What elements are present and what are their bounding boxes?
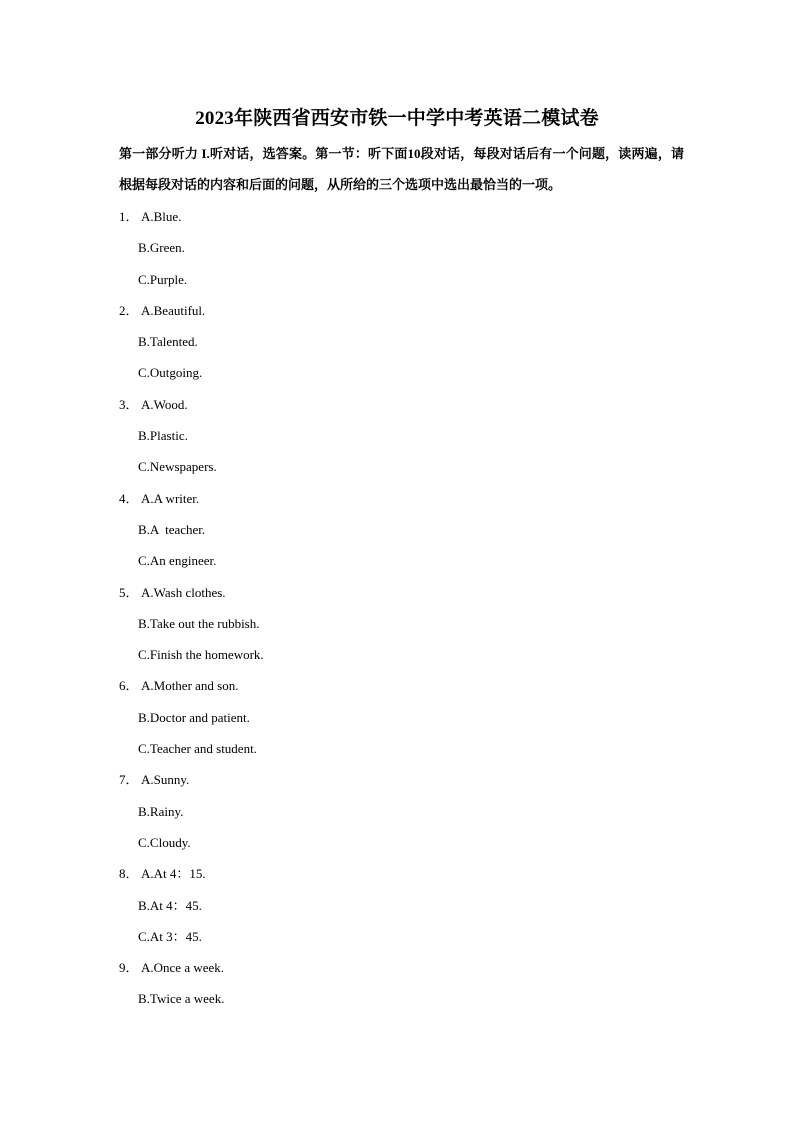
answer-option bbox=[119, 702, 679, 733]
question-number: 7． bbox=[119, 772, 139, 788]
question-number: 2． bbox=[119, 302, 139, 318]
question-number: 8． bbox=[119, 866, 139, 882]
option-text: B.A teacher. bbox=[138, 521, 206, 537]
option-text: A.Mother and son. bbox=[141, 678, 239, 694]
option-text: A.Wash clothes. bbox=[141, 584, 226, 600]
option-text: B.Doctor and patient. bbox=[138, 709, 250, 725]
question-item bbox=[119, 201, 679, 232]
question-item bbox=[119, 389, 679, 420]
option-text: A.Blue. bbox=[141, 209, 182, 224]
answer-option bbox=[119, 545, 679, 576]
answer-option bbox=[119, 608, 679, 639]
question-item bbox=[119, 670, 679, 701]
answer-option bbox=[119, 326, 679, 357]
option-text: A.A writer. bbox=[141, 490, 200, 506]
question-item bbox=[119, 858, 679, 889]
option-text: A.At 4：15. bbox=[141, 866, 206, 882]
answer-option bbox=[119, 420, 679, 451]
answer-option bbox=[119, 921, 679, 952]
option-text: C.At 3：45. bbox=[138, 928, 202, 944]
answer-option bbox=[119, 827, 679, 858]
option-text: C.Newspapers. bbox=[138, 459, 217, 475]
option-text: B.Rainy. bbox=[138, 803, 184, 819]
answer-option bbox=[119, 451, 679, 482]
option-text: C.Outgoing. bbox=[138, 365, 203, 381]
listening-instructions: 第一部分听力 I.听对话，选答案。第一节：听下面10段对话，每段对话后有一个问题，读两遍，请根据每段对话的内容和后面的问题，从所给的三个选项中选出最恰当的一项。 bbox=[119, 146, 684, 192]
question-item bbox=[119, 483, 679, 514]
answer-option bbox=[119, 264, 679, 295]
page-title: 2023年陕西省西安市铁一中学中考英语二模试卷 bbox=[195, 108, 599, 129]
answer-option bbox=[119, 639, 679, 670]
question-item bbox=[119, 295, 679, 326]
option-text: B.Take out the rubbish. bbox=[138, 615, 260, 631]
option-text: B.Twice a week. bbox=[138, 991, 225, 1007]
option-text: C.An engineer. bbox=[138, 553, 217, 569]
answer-option bbox=[119, 983, 679, 1014]
option-text: B.Green. bbox=[138, 240, 185, 256]
question-item bbox=[119, 577, 679, 608]
answer-option bbox=[119, 733, 679, 764]
option-text: A.Once a week. bbox=[141, 960, 225, 976]
answer-option bbox=[119, 890, 679, 921]
option-text: B.At 4：45. bbox=[138, 897, 202, 913]
option-text: C.Cloudy. bbox=[138, 834, 191, 850]
answer-option bbox=[119, 796, 679, 827]
question-item bbox=[119, 952, 679, 983]
option-text: A.Wood. bbox=[141, 396, 188, 412]
option-text: B.Talented. bbox=[138, 334, 198, 350]
answer-option bbox=[119, 357, 679, 388]
question-number: 9． bbox=[119, 960, 139, 976]
question-number: 1． bbox=[119, 209, 139, 224]
answer-option bbox=[119, 232, 679, 263]
option-text: A.Sunny. bbox=[141, 772, 190, 788]
option-text: C.Teacher and student. bbox=[138, 741, 257, 757]
option-text: A.Beautiful. bbox=[141, 302, 206, 318]
question-item bbox=[119, 764, 679, 795]
answer-option bbox=[119, 514, 679, 545]
question-number: 6． bbox=[119, 678, 139, 694]
question-number: 3． bbox=[119, 396, 139, 412]
question-number: 4． bbox=[119, 490, 139, 506]
option-text: B.Plastic. bbox=[138, 428, 188, 444]
option-text: C.Purple. bbox=[138, 271, 188, 287]
question-number: 5． bbox=[119, 584, 139, 600]
option-text: C.Finish the homework. bbox=[138, 647, 264, 663]
question-list bbox=[119, 201, 679, 1015]
